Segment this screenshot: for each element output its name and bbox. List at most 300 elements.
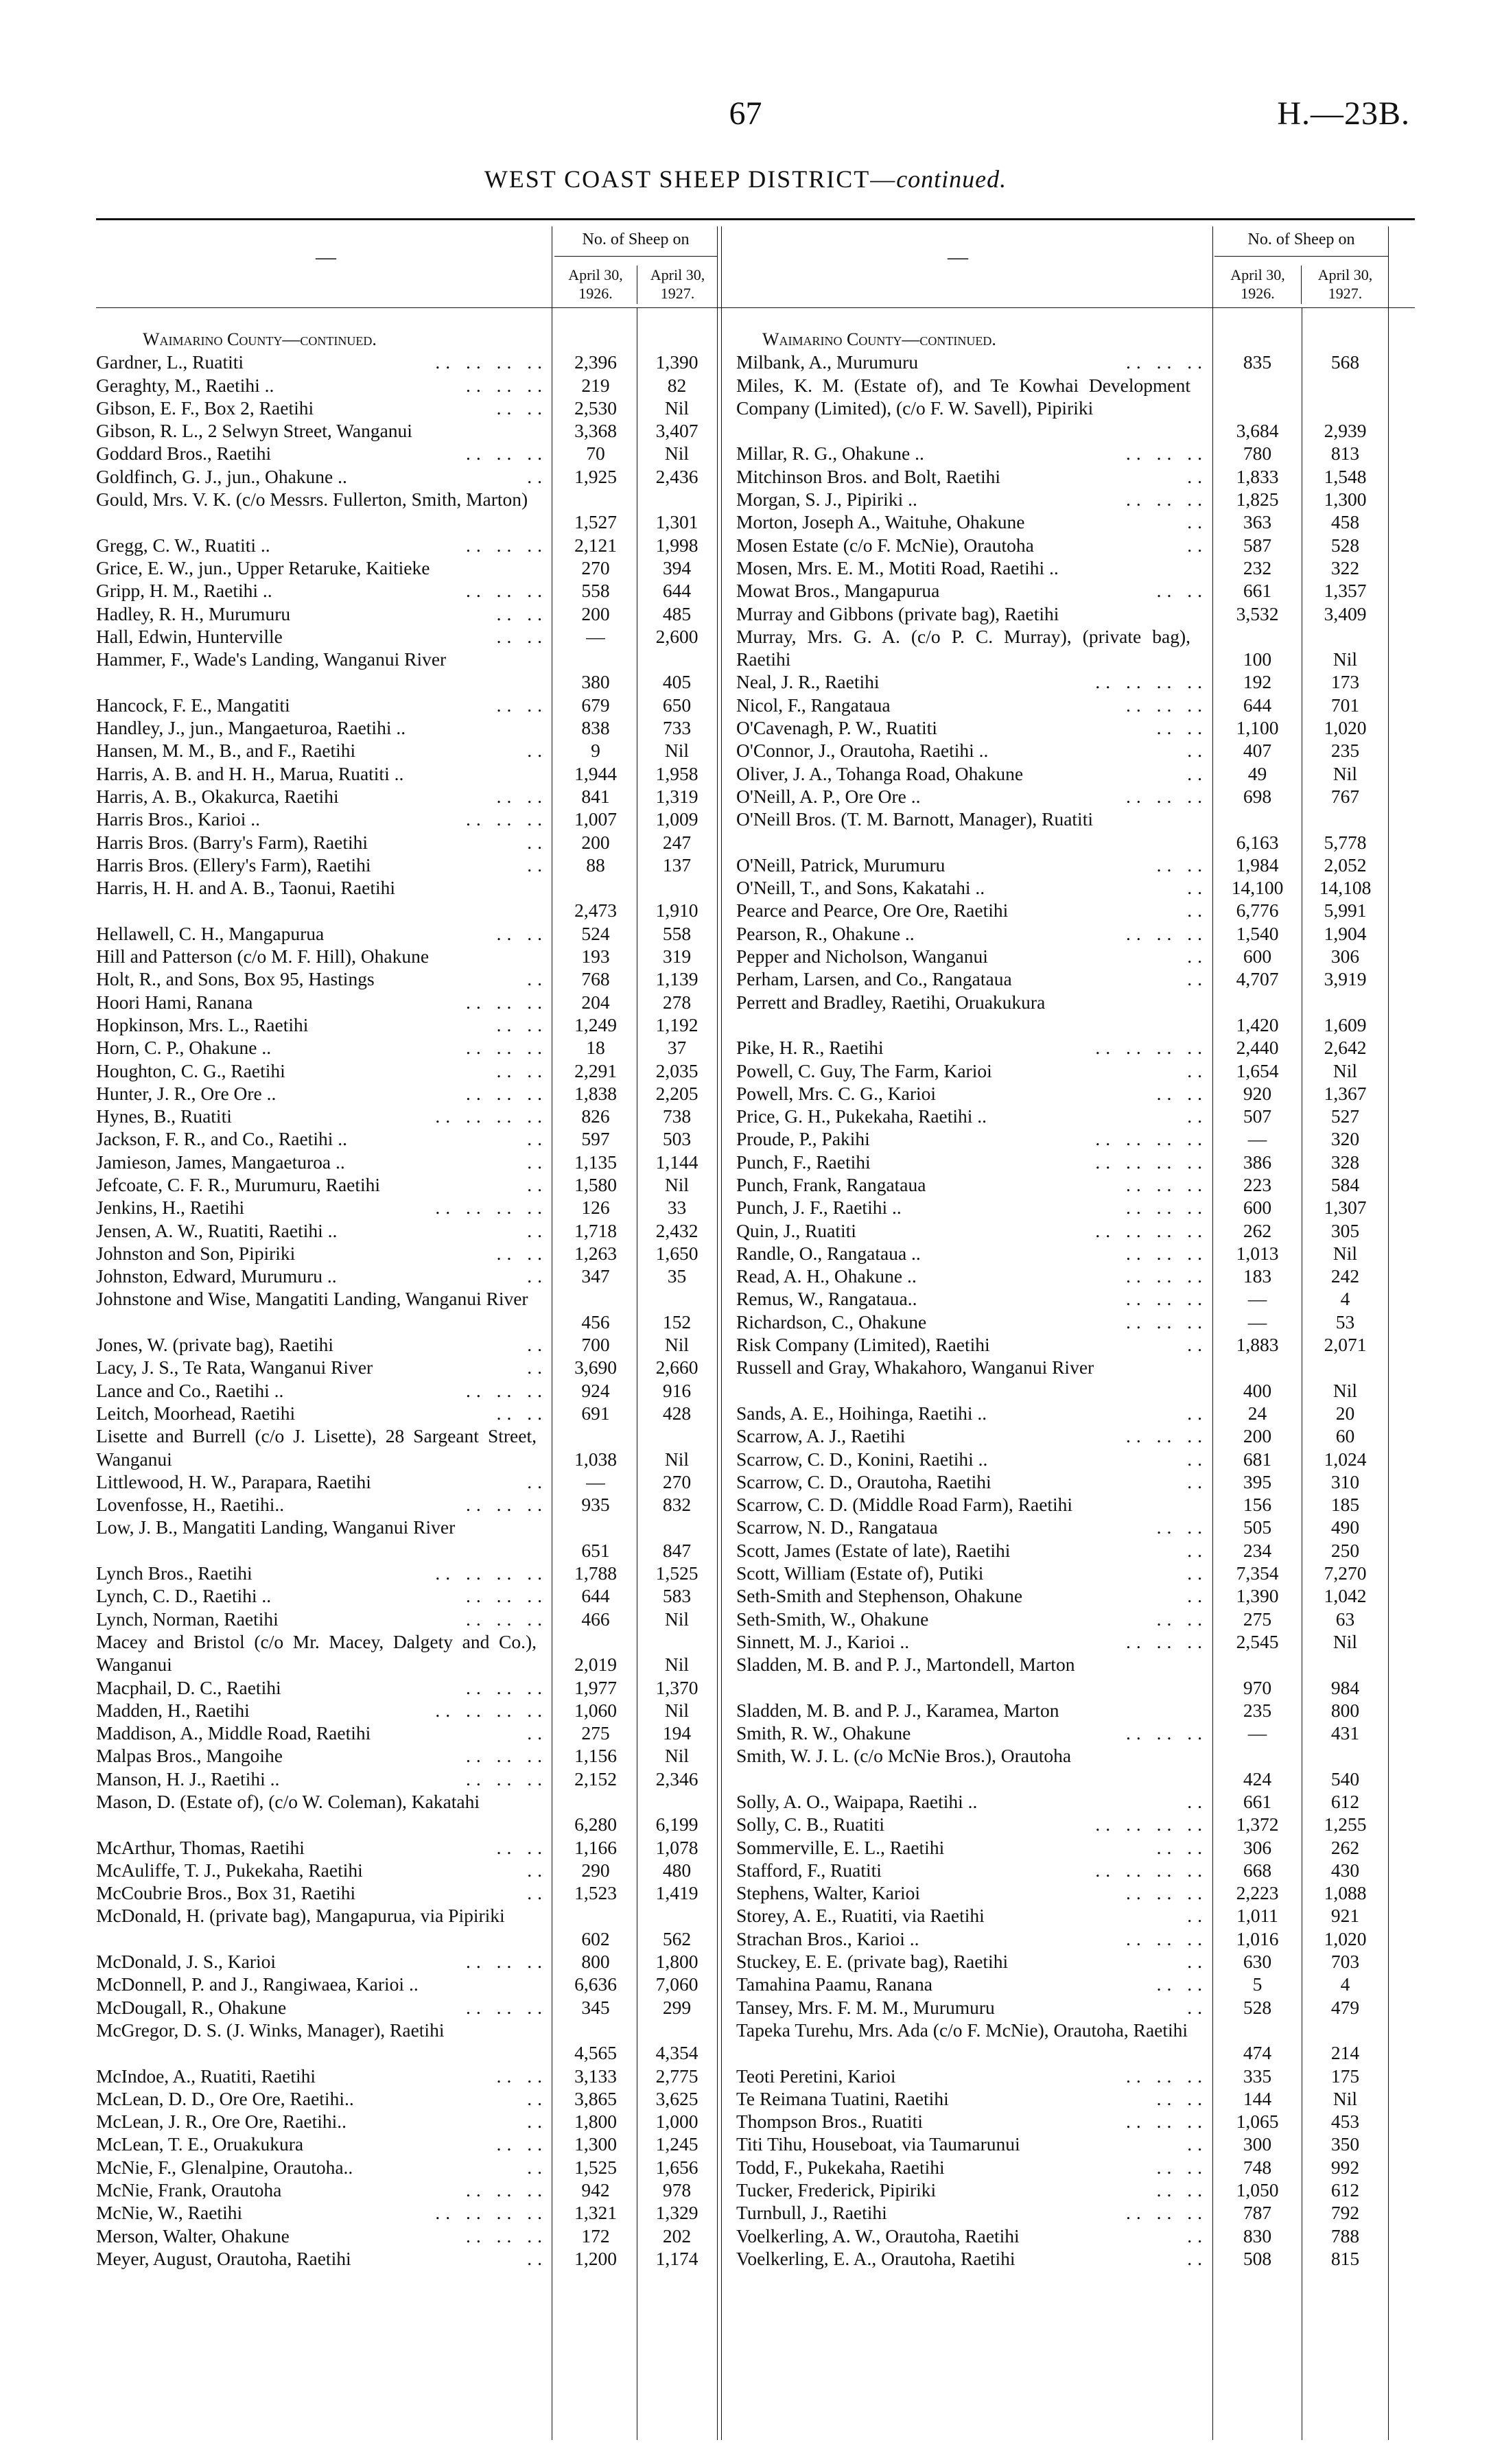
table-row bbox=[721, 2019, 1415, 2065]
leader-dots: .. .. bbox=[1156, 1608, 1208, 1630]
table-row bbox=[96, 694, 790, 716]
sheep-count-1926: 2,019 bbox=[574, 1654, 617, 1676]
table-row bbox=[96, 1676, 790, 1699]
sheep-count-1927: 1,000 bbox=[655, 2111, 698, 2133]
header-col-1926: April 30, 1926. bbox=[568, 266, 623, 302]
owner-name: Scarrow, C. D. (Middle Road Farm), Raetihi bbox=[736, 1494, 1073, 1516]
owner-name: Proude, P., Pakihi bbox=[736, 1128, 870, 1150]
owner-name: Harris, A. B., Okakurca, Raetihi bbox=[96, 785, 339, 807]
sheep-count-1926: 3,532 bbox=[1236, 602, 1279, 624]
leader-dots: .. .. .. bbox=[1126, 1242, 1208, 1264]
sheep-count-1926: 800 bbox=[581, 1951, 610, 1973]
table-row bbox=[96, 2247, 790, 2270]
table-row bbox=[96, 1059, 790, 1082]
section-title: Waimarino County—continued. bbox=[143, 329, 377, 349]
owner-name: O'Neill, Patrick, Murumuru bbox=[736, 854, 946, 876]
sheep-count-1927: 173 bbox=[1330, 671, 1360, 693]
leader-dots: .. bbox=[1187, 1059, 1208, 1081]
owner-name: Lacy, J. S., Te Rata, Wanganui River bbox=[96, 1357, 373, 1378]
page-title bbox=[0, 165, 1491, 193]
table-row bbox=[96, 2110, 790, 2133]
owner-name: Tamahina Paamu, Ranana bbox=[736, 1973, 932, 1995]
table-row bbox=[96, 1356, 790, 1378]
leader-dots: .. bbox=[527, 740, 548, 762]
owner-name: Tucker, Frederick, Pipiriki bbox=[736, 2179, 937, 2201]
owner-name: Pearson, R., Ohakune .. bbox=[736, 922, 915, 944]
table-row bbox=[96, 1082, 790, 1105]
table-row bbox=[96, 991, 790, 1013]
table-row bbox=[721, 694, 1415, 716]
leader-dots: .. .. bbox=[496, 1242, 548, 1264]
sheep-count-1927: 1,367 bbox=[1324, 1082, 1367, 1104]
table-row bbox=[96, 2225, 790, 2247]
leader-dots: .. .. .. .. bbox=[1095, 1219, 1208, 1241]
owner-name: Harris, A. B. and H. H., Marua, Ruatiti .. bbox=[96, 762, 404, 784]
sheep-count-1926: 1,523 bbox=[574, 1882, 617, 1904]
leader-dots: .. .. .. bbox=[1126, 1425, 1208, 1447]
sheep-count-1927: 250 bbox=[1330, 1539, 1360, 1561]
leader-dots: .. .. .. bbox=[466, 1379, 548, 1401]
owner-name: Hunter, J. R., Ore Ore .. bbox=[96, 1082, 277, 1104]
owner-name: Powell, Mrs. C. G., Karioi bbox=[736, 1082, 937, 1104]
sheep-count-1926: 6,776 bbox=[1236, 900, 1279, 922]
leader-dots: .. .. .. .. bbox=[1095, 1151, 1208, 1173]
owner-name: Stuckey, E. E. (private bag), Raetihi bbox=[736, 1951, 1009, 1973]
header-dash: — bbox=[316, 246, 336, 268]
table-row bbox=[96, 1608, 790, 1630]
sheep-count-1927: 503 bbox=[662, 1128, 692, 1150]
leader-dots: .. bbox=[1187, 1562, 1208, 1584]
table-row bbox=[96, 1036, 790, 1059]
table-row bbox=[96, 2065, 790, 2087]
table-row bbox=[721, 1539, 1415, 1562]
owner-name: Harris Bros. (Ellery's Farm), Raetihi bbox=[96, 854, 371, 876]
sheep-count-1926: 262 bbox=[1243, 1219, 1272, 1241]
leader-dots: .. .. .. bbox=[1126, 351, 1208, 373]
leader-dots: .. .. .. bbox=[1126, 1722, 1208, 1744]
table-row bbox=[721, 1242, 1415, 1265]
leader-dots: .. .. .. .. bbox=[1095, 1128, 1208, 1150]
sheep-count-1926: 630 bbox=[1243, 1951, 1272, 1973]
table-top-rule bbox=[96, 218, 790, 220]
table-row bbox=[96, 1196, 790, 1219]
leader-dots: .. .. .. bbox=[466, 991, 548, 1013]
sheep-count-1927: 235 bbox=[1330, 740, 1360, 762]
owner-name: Leitch, Moorhead, Raetihi bbox=[96, 1402, 296, 1424]
sheep-count-1927: 1,300 bbox=[1324, 489, 1367, 511]
sheep-count-1927: 1,078 bbox=[655, 1836, 698, 1858]
sheep-count-1927: 82 bbox=[667, 374, 687, 396]
table-row bbox=[96, 1105, 790, 1127]
table-row bbox=[721, 511, 1415, 533]
table-row bbox=[96, 876, 790, 922]
leader-dots: .. bbox=[1187, 1470, 1208, 1492]
sheep-count-1926: 400 bbox=[1243, 1379, 1272, 1401]
sheep-count-1926: 386 bbox=[1243, 1151, 1272, 1173]
leader-dots: .. bbox=[1187, 2133, 1208, 2155]
sheep-count-1927: 792 bbox=[1330, 2202, 1360, 2224]
sheep-count-1926: 18 bbox=[586, 1037, 605, 1059]
owner-name: Madden, H., Raetihi bbox=[96, 1699, 250, 1721]
owner-name: Mason, D. (Estate of), (c/o W. Coleman), Kakatahi bbox=[96, 1791, 480, 1812]
leader-dots: .. bbox=[527, 1357, 548, 1378]
sheep-count-1927: 4,354 bbox=[655, 2042, 698, 2064]
owner-name: Hadley, R. H., Murumuru bbox=[96, 602, 291, 624]
sheep-count-1927: 1,419 bbox=[655, 1882, 698, 1904]
table-row bbox=[721, 465, 1415, 488]
leader-dots: .. .. .. .. bbox=[435, 1197, 548, 1219]
owner-name: Randle, O., Rangataua .. bbox=[736, 1242, 921, 1264]
sheep-count-1927: 1,307 bbox=[1324, 1197, 1367, 1219]
sheep-count-1927: 568 bbox=[1330, 351, 1360, 373]
leader-dots: .. bbox=[527, 2111, 548, 2133]
owner-name: McNie, W., Raetihi bbox=[96, 2202, 243, 2224]
owner-name: Low, J. B., Mangatiti Landing, Wanganui River bbox=[96, 1516, 456, 1538]
owner-name: Horn, C. P., Ohakune .. bbox=[96, 1037, 272, 1059]
sheep-count-1927: 306 bbox=[1330, 946, 1360, 967]
sheep-count-1926: 6,280 bbox=[574, 1814, 617, 1835]
sheep-count-1927: 6,199 bbox=[655, 1814, 698, 1835]
leader-dots: .. bbox=[1187, 1402, 1208, 1424]
sheep-count-1927: Nil bbox=[1332, 2087, 1358, 2109]
table-row bbox=[721, 1105, 1415, 1127]
owner-name: Millar, R. G., Ohakune .. bbox=[736, 443, 924, 465]
sheep-count-1926: 838 bbox=[581, 717, 610, 739]
leader-dots: .. .. .. bbox=[466, 1494, 548, 1516]
sheep-count-1926: 2,121 bbox=[574, 534, 617, 556]
sheep-count-1926: 200 bbox=[581, 831, 610, 853]
leader-dots: .. bbox=[1187, 762, 1208, 784]
sheep-count-1927: 644 bbox=[662, 580, 692, 602]
leader-dots: .. bbox=[527, 1882, 548, 1904]
sheep-count-1926: 3,368 bbox=[574, 420, 617, 442]
sheep-count-1927: 2,600 bbox=[655, 625, 698, 647]
leader-dots: .. .. bbox=[496, 1013, 548, 1035]
table-row bbox=[721, 1424, 1415, 1447]
header-group bbox=[1214, 226, 1388, 301]
sheep-count-1926: — bbox=[1247, 1128, 1267, 1150]
header-dash: — bbox=[948, 246, 968, 268]
sheep-count-1927: 1,144 bbox=[655, 1151, 698, 1173]
sheep-count-1927: 1,357 bbox=[1324, 580, 1367, 602]
leader-dots: .. .. .. .. bbox=[435, 1699, 548, 1721]
sheep-count-1926: 2,473 bbox=[574, 900, 617, 922]
sheep-count-1927: 1,998 bbox=[655, 534, 698, 556]
owner-name: Scarrow, C. D., Orautoha, Raetihi bbox=[736, 1470, 991, 1492]
sheep-count-1926: 126 bbox=[581, 1197, 610, 1219]
sheep-count-1927: 310 bbox=[1330, 1470, 1360, 1492]
table-row bbox=[721, 1562, 1415, 1584]
sheep-count-1927: 2,432 bbox=[655, 1219, 698, 1241]
leader-dots: .. .. bbox=[496, 1059, 548, 1081]
owner-name: Punch, F., Raetihi bbox=[736, 1151, 871, 1173]
owner-name: Hoori Hami, Ranana bbox=[96, 991, 253, 1013]
sheep-count-1926: 88 bbox=[586, 854, 605, 876]
owner-name: Lynch Bros., Raetihi bbox=[96, 1562, 253, 1584]
sheep-count-1927: 262 bbox=[1330, 1836, 1360, 1858]
table-row bbox=[721, 1630, 1415, 1653]
sheep-count-1926: 1,883 bbox=[1236, 1334, 1279, 1356]
header-col-1927: April 30, 1927. bbox=[650, 266, 705, 302]
table-row bbox=[96, 1859, 790, 1881]
leader-dots: .. bbox=[527, 465, 548, 487]
sheep-count-1927: 1,301 bbox=[655, 511, 698, 533]
owner-name: McNie, F., Glenalpine, Orautoha.. bbox=[96, 2156, 353, 2178]
sheep-count-1926: — bbox=[1247, 1722, 1267, 1744]
owner-name: Harris Bros., Karioi .. bbox=[96, 808, 261, 830]
table-row bbox=[721, 2179, 1415, 2201]
table-row bbox=[96, 556, 790, 579]
owner-name: McDougall, R., Ohakune bbox=[96, 1996, 287, 2018]
owner-name: Scarrow, N. D., Rangataua bbox=[736, 1516, 938, 1538]
header-group-label: No. of Sheep on bbox=[582, 231, 690, 248]
leader-dots: .. .. .. bbox=[1126, 1927, 1208, 1949]
table-row bbox=[96, 2019, 790, 2065]
header-group-label: No. of Sheep on bbox=[1247, 231, 1355, 248]
owner-name: McDonald, J. S., Karioi bbox=[96, 1951, 276, 1973]
sheep-count-1926: 787 bbox=[1243, 2202, 1272, 2224]
sheep-count-1926: 1,825 bbox=[1236, 489, 1279, 511]
leader-dots: .. .. bbox=[496, 922, 548, 944]
sheep-count-1927: 2,346 bbox=[655, 1768, 698, 1790]
leader-dots: .. .. .. bbox=[1126, 1197, 1208, 1219]
owner-name: O'Neill, A. P., Ore Ore .. bbox=[736, 785, 921, 807]
sheep-count-1926: 7,354 bbox=[1236, 1562, 1279, 1584]
table-top-rule bbox=[721, 218, 1415, 220]
sheep-count-1927: 430 bbox=[1330, 1859, 1360, 1881]
sheep-count-1926: 192 bbox=[1243, 671, 1272, 693]
leader-dots: .. .. .. bbox=[1126, 2111, 1208, 2133]
owner-name: Punch, Frank, Rangataua bbox=[736, 1173, 926, 1195]
owner-name: Sinnett, M. J., Karioi .. bbox=[736, 1630, 910, 1652]
sheep-count-1926: 597 bbox=[581, 1128, 610, 1150]
leader-dots: .. bbox=[1187, 1585, 1208, 1607]
table-row bbox=[721, 1996, 1415, 2019]
leader-dots: .. bbox=[1187, 1334, 1208, 1356]
table-row bbox=[721, 1127, 1415, 1150]
table-row bbox=[96, 1265, 790, 1287]
table-row bbox=[721, 716, 1415, 739]
owner-name: McCoubrie Bros., Box 31, Raetihi bbox=[96, 1882, 356, 1904]
leader-dots: .. bbox=[1187, 534, 1208, 556]
sheep-count-1927: 1,650 bbox=[655, 1242, 698, 1264]
sheep-count-1927: 3,409 bbox=[1324, 602, 1367, 624]
owner-name: Read, A. H., Ohakune .. bbox=[736, 1265, 917, 1287]
sheep-count-1927: 1,255 bbox=[1324, 1814, 1367, 1835]
owner-name: Solly, C. B., Ruatiti bbox=[736, 1814, 884, 1835]
sheep-count-1927: 490 bbox=[1330, 1516, 1360, 1538]
leader-dots: .. .. .. bbox=[466, 1082, 548, 1104]
sheep-count-1926: 5 bbox=[1252, 1973, 1263, 1995]
sheep-count-1927: Nil bbox=[664, 1608, 690, 1630]
sheep-count-1927: 733 bbox=[662, 717, 692, 739]
table-row bbox=[96, 1516, 790, 1562]
section-heading bbox=[96, 328, 790, 351]
sheep-count-1926: 424 bbox=[1243, 1768, 1272, 1790]
sheep-count-1926: 1,135 bbox=[574, 1151, 617, 1173]
leader-dots: .. bbox=[1187, 465, 1208, 487]
table-row bbox=[721, 1151, 1415, 1173]
owner-name: Johnston and Son, Pipiriki bbox=[96, 1242, 296, 1264]
owner-name: Geraghty, M., Raetihi .. bbox=[96, 374, 274, 396]
owner-name: Littlewood, H. W., Parapara, Raetihi bbox=[96, 1470, 371, 1492]
owner-name: Hopkinson, Mrs. L., Raetihi bbox=[96, 1013, 309, 1035]
table-row bbox=[96, 945, 790, 967]
sheep-count-1926: 1,420 bbox=[1236, 1013, 1279, 1035]
sheep-count-1926: 748 bbox=[1243, 2156, 1272, 2178]
sheep-count-1926: 6,163 bbox=[1236, 831, 1279, 853]
sheep-count-1926: 347 bbox=[581, 1265, 610, 1287]
title-suffix: continued. bbox=[896, 165, 1007, 193]
owner-name: Gripp, H. M., Raetihi .. bbox=[96, 580, 272, 602]
section-heading bbox=[721, 328, 1415, 351]
table-row bbox=[721, 876, 1415, 899]
sheep-count-1927: 921 bbox=[1330, 1905, 1360, 1927]
sheep-count-1927: 1,319 bbox=[655, 785, 698, 807]
sheep-count-1927: Nil bbox=[664, 1173, 690, 1195]
sheep-count-1927: 1,958 bbox=[655, 762, 698, 784]
owner-name: Te Reimana Tuatini, Raetihi bbox=[736, 2087, 949, 2109]
sheep-count-1927: 847 bbox=[662, 1539, 692, 1561]
sheep-count-1926: — bbox=[586, 625, 605, 647]
table-row bbox=[721, 1082, 1415, 1105]
sheep-count-1927: 3,625 bbox=[655, 2087, 698, 2109]
header-separator bbox=[1214, 256, 1388, 257]
sheep-count-1927: 480 bbox=[662, 1859, 692, 1881]
sheep-count-1926: 935 bbox=[581, 1494, 610, 1516]
owner-name: McDonnell, P. and J., Rangiwaea, Karioi .. bbox=[96, 1973, 419, 1995]
sheep-count-1927: 1,009 bbox=[655, 808, 698, 830]
table-row bbox=[96, 2087, 790, 2110]
sheep-count-1927: 701 bbox=[1330, 694, 1360, 716]
page-number: 67 bbox=[729, 95, 762, 132]
owner-name: Meyer, August, Orautoha, Raetihi bbox=[96, 2247, 351, 2269]
table-row bbox=[721, 1493, 1415, 1516]
sheep-count-1926: 1,654 bbox=[1236, 1059, 1279, 1081]
sheep-count-1927: 1,656 bbox=[655, 2156, 698, 2178]
table-row bbox=[721, 2133, 1415, 2155]
sheep-count-1926: 2,152 bbox=[574, 1768, 617, 1790]
table-row bbox=[721, 1036, 1415, 1059]
sheep-count-1926: 1,321 bbox=[574, 2202, 617, 2224]
owner-name: Quin, J., Ruatiti bbox=[736, 1219, 856, 1241]
owner-name: Nicol, F., Rangataua bbox=[736, 694, 891, 716]
sheep-count-1927: 4 bbox=[1340, 1973, 1350, 1995]
sheep-count-1926: 1,050 bbox=[1236, 2179, 1279, 2201]
leader-dots: .. .. .. bbox=[1126, 489, 1208, 511]
sheep-count-1926: 6,636 bbox=[574, 1973, 617, 1995]
leader-dots: .. .. .. bbox=[466, 443, 548, 465]
owner-name: Gregg, C. W., Ruatiti .. bbox=[96, 534, 270, 556]
sheep-count-1926: 644 bbox=[1243, 694, 1272, 716]
sheep-count-1926: 505 bbox=[1243, 1516, 1272, 1538]
leader-dots: .. .. .. bbox=[1126, 1311, 1208, 1333]
leader-dots: .. .. .. bbox=[1126, 2065, 1208, 2087]
right-table bbox=[721, 218, 1415, 2440]
owner-name: Hall, Edwin, Hunterville bbox=[96, 625, 283, 647]
owner-name: Smith, R. W., Ohakune bbox=[736, 1722, 911, 1744]
sheep-count-1927: 1,020 bbox=[1324, 1927, 1367, 1949]
sheep-count-1927: 2,071 bbox=[1324, 1334, 1367, 1356]
owner-name: Morgan, S. J., Pipiriki .. bbox=[736, 489, 917, 511]
sheep-count-1927: 1,088 bbox=[1324, 1882, 1367, 1904]
sheep-count-1926: 1,390 bbox=[1236, 1585, 1279, 1607]
table-row bbox=[721, 922, 1415, 945]
owner-name: Jones, W. (private bag), Raetihi bbox=[96, 1334, 333, 1356]
leader-dots: .. .. .. bbox=[466, 2179, 548, 2201]
leader-dots: .. bbox=[527, 831, 548, 853]
owner-name: Merson, Walter, Ohakune bbox=[96, 2225, 290, 2246]
table-row bbox=[721, 1608, 1415, 1630]
leader-dots: .. .. .. bbox=[1126, 1288, 1208, 1310]
leader-dots: .. .. bbox=[496, 625, 548, 647]
sheep-count-1926: 1,833 bbox=[1236, 465, 1279, 487]
table-row bbox=[721, 1813, 1415, 1835]
table-row bbox=[721, 1973, 1415, 1995]
leader-dots: .. bbox=[1187, 2225, 1208, 2246]
sheep-count-1927: 583 bbox=[662, 1585, 692, 1607]
table-row bbox=[721, 1904, 1415, 1927]
table-row bbox=[96, 922, 790, 945]
leader-dots: .. bbox=[527, 2087, 548, 2109]
report-reference: H.—23B. bbox=[1277, 95, 1410, 132]
table-row bbox=[96, 1973, 790, 1995]
sheep-count-1926: 193 bbox=[581, 946, 610, 967]
sheep-count-1926: 1,925 bbox=[574, 465, 617, 487]
sheep-count-1927: 7,060 bbox=[655, 1973, 698, 1995]
sheep-count-1926: 466 bbox=[581, 1608, 610, 1630]
sheep-count-1926: 1,977 bbox=[574, 1676, 617, 1698]
owner-name: Milbank, A., Murumuru bbox=[736, 351, 919, 373]
sheep-count-1926: 234 bbox=[1243, 1539, 1272, 1561]
sheep-count-1926: 1,718 bbox=[574, 1219, 617, 1241]
table-row bbox=[721, 625, 1415, 671]
leader-dots: .. .. bbox=[496, 785, 548, 807]
owner-name: McIndoe, A., Ruatiti, Raetihi bbox=[96, 2065, 316, 2087]
table-row bbox=[96, 1722, 790, 1744]
owner-name: Gibson, E. F., Box 2, Raetihi bbox=[96, 397, 314, 419]
owner-name: Lisette and Burrell (c/o J. Lisette), 28 Sargeant Street, Wanganui bbox=[96, 1425, 537, 1470]
sheep-count-1927: 299 bbox=[662, 1996, 692, 2018]
table-row bbox=[96, 1173, 790, 1196]
owner-name: Voelkerling, E. A., Orautoha, Raetihi bbox=[736, 2247, 1015, 2269]
leader-dots: .. .. bbox=[1156, 580, 1208, 602]
sheep-count-1927: 14,108 bbox=[1319, 877, 1372, 899]
sheep-count-1927: 558 bbox=[662, 922, 692, 944]
owner-name: O'Connor, J., Orautoha, Raetihi .. bbox=[736, 740, 989, 762]
table-row bbox=[721, 2156, 1415, 2179]
leader-dots: .. .. bbox=[496, 602, 548, 624]
sheep-count-1927: 35 bbox=[667, 1265, 687, 1287]
sheep-count-1926: 183 bbox=[1243, 1265, 1272, 1287]
sheep-count-1926: 49 bbox=[1247, 762, 1267, 784]
sheep-count-1926: 14,100 bbox=[1231, 877, 1284, 899]
sheep-count-1927: Nil bbox=[664, 1654, 690, 1676]
table-row bbox=[721, 1448, 1415, 1470]
leader-dots: .. bbox=[1187, 1996, 1208, 2018]
owner-name: Johnston, Edward, Murumuru .. bbox=[96, 1265, 337, 1287]
header-bottom-rule bbox=[96, 307, 790, 308]
sheep-count-1926: 3,690 bbox=[574, 1357, 617, 1378]
header-col-1927: April 30, 1927. bbox=[1317, 266, 1373, 302]
table-row bbox=[721, 2065, 1415, 2087]
sheep-count-1927: 767 bbox=[1330, 785, 1360, 807]
leader-dots: .. .. .. .. bbox=[1095, 1814, 1208, 1835]
owner-name: Perham, Larsen, and Co., Rangataua bbox=[736, 968, 1012, 990]
owner-name: McLean, T. E., Oruakukura bbox=[96, 2133, 304, 2155]
owner-name: Harris, H. H. and A. B., Taonui, Raetihi bbox=[96, 877, 395, 899]
sheep-count-1927: 984 bbox=[1330, 1676, 1360, 1698]
